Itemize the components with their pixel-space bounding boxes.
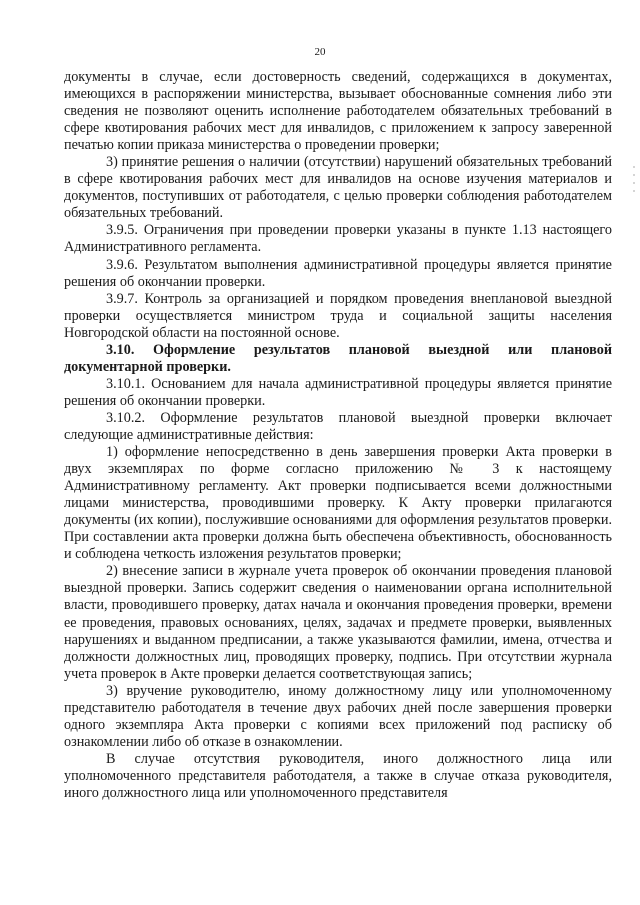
- paragraph-item-3: 3) принятие решения о наличии (отсутствии) нарушений обязательных требований в сфере квотирования рабочих мест для инвалидов на основе изучения материалов и документов, поступивших от работодателя, с целью проверки соблюдения работодателем обязательных требований.: [64, 154, 612, 222]
- scan-dot: [633, 190, 635, 192]
- list-item-3: 3) вручение руководителю, иному должностному лицу или уполномоченному представителю работодателя в течение двух рабочих дней после завершения проверки одного экземпляра Акта проверки с копиями всех приложений под расписку об ознакомлении либо об отказе в ознакомлении.: [64, 682, 612, 750]
- scan-edge-marks: [632, 160, 636, 220]
- scan-dot: [633, 174, 635, 176]
- paragraph-continuation: документы в случае, если достоверность сведений, содержащихся в документах, имеющихся в распоряжении министерства, вызывает обоснованные сомнения либо эти сведения не позволяют оценить исполнение работодателем обязательных требований в сфере квотирования рабочих мест для инвалидов, с приложением к запросу заверенной печатью копии приказа министерства о проведении проверки;: [64, 69, 612, 154]
- paragraph-3-9-7: 3.9.7. Контроль за организацией и порядком проведения внеплановой выездной проверки осуществляется министром труда и социальной защиты населения Новгородской области на постоянной основе.: [64, 290, 612, 341]
- paragraph-3-9-5: 3.9.5. Ограничения при проведении проверки указаны в пункте 1.13 настоящего Административного регламента.: [64, 222, 612, 256]
- list-item-1: 1) оформление непосредственно в день завершения проверки Акта проверки в двух экземплярах по форме согласно приложению № 3 к настоящему Административному регламенту. Акт проверки подписывается всеми должностными лицами министерства, проводившими проверку. К Акту проверки прилагаются документы (их копии), послужившие основаниями для оформления результатов проверки. При составлении акта проверки должна быть обеспечена объективность, обоснованность и соблюдена четкость изложения результатов проверки;: [64, 444, 612, 563]
- list-item-2: 2) внесение записи в журнале учета проверок об окончании проведения плановой выездной проверки. Запись содержит сведения о наименовании органа исполнительной власти, проводившего проверку, датах начала и окончания проведения проверки, времени ее проведения, правовых основаниях, целях, задачах и предмете проверки, выявленных нарушениях и выданном предписании, а также указываются фамилии, имена, отчества и должности должностных лиц, проводящих проверку, подпись. При отсутствии журнала учета проверок в Акте проверки делается соответствующая запись;: [64, 563, 612, 682]
- paragraph-3-10-2: 3.10.2. Оформление результатов плановой выездной проверки включает следующие административные действия:: [64, 409, 612, 443]
- document-body: [64, 69, 612, 802]
- scan-dot: [633, 166, 635, 168]
- section-heading-3-10: 3.10. Оформление результатов плановой выездной или плановой документарной проверки.: [64, 341, 612, 375]
- paragraph-3-10-1: 3.10.1. Основанием для начала административной процедуры является принятие решения об окончании проверки.: [64, 375, 612, 409]
- paragraph-3-9-6: 3.9.6. Результатом выполнения административной процедуры является принятие решения об окончании проверки.: [64, 256, 612, 290]
- page-number: 20: [314, 46, 326, 58]
- scan-dot: [633, 182, 635, 184]
- paragraph-absence-case: В случае отсутствия руководителя, иного должностного лица или уполномоченного представителя работодателя, а также в случае отказа руководителя, иного должностного лица или уполномоченного представителя: [64, 750, 612, 801]
